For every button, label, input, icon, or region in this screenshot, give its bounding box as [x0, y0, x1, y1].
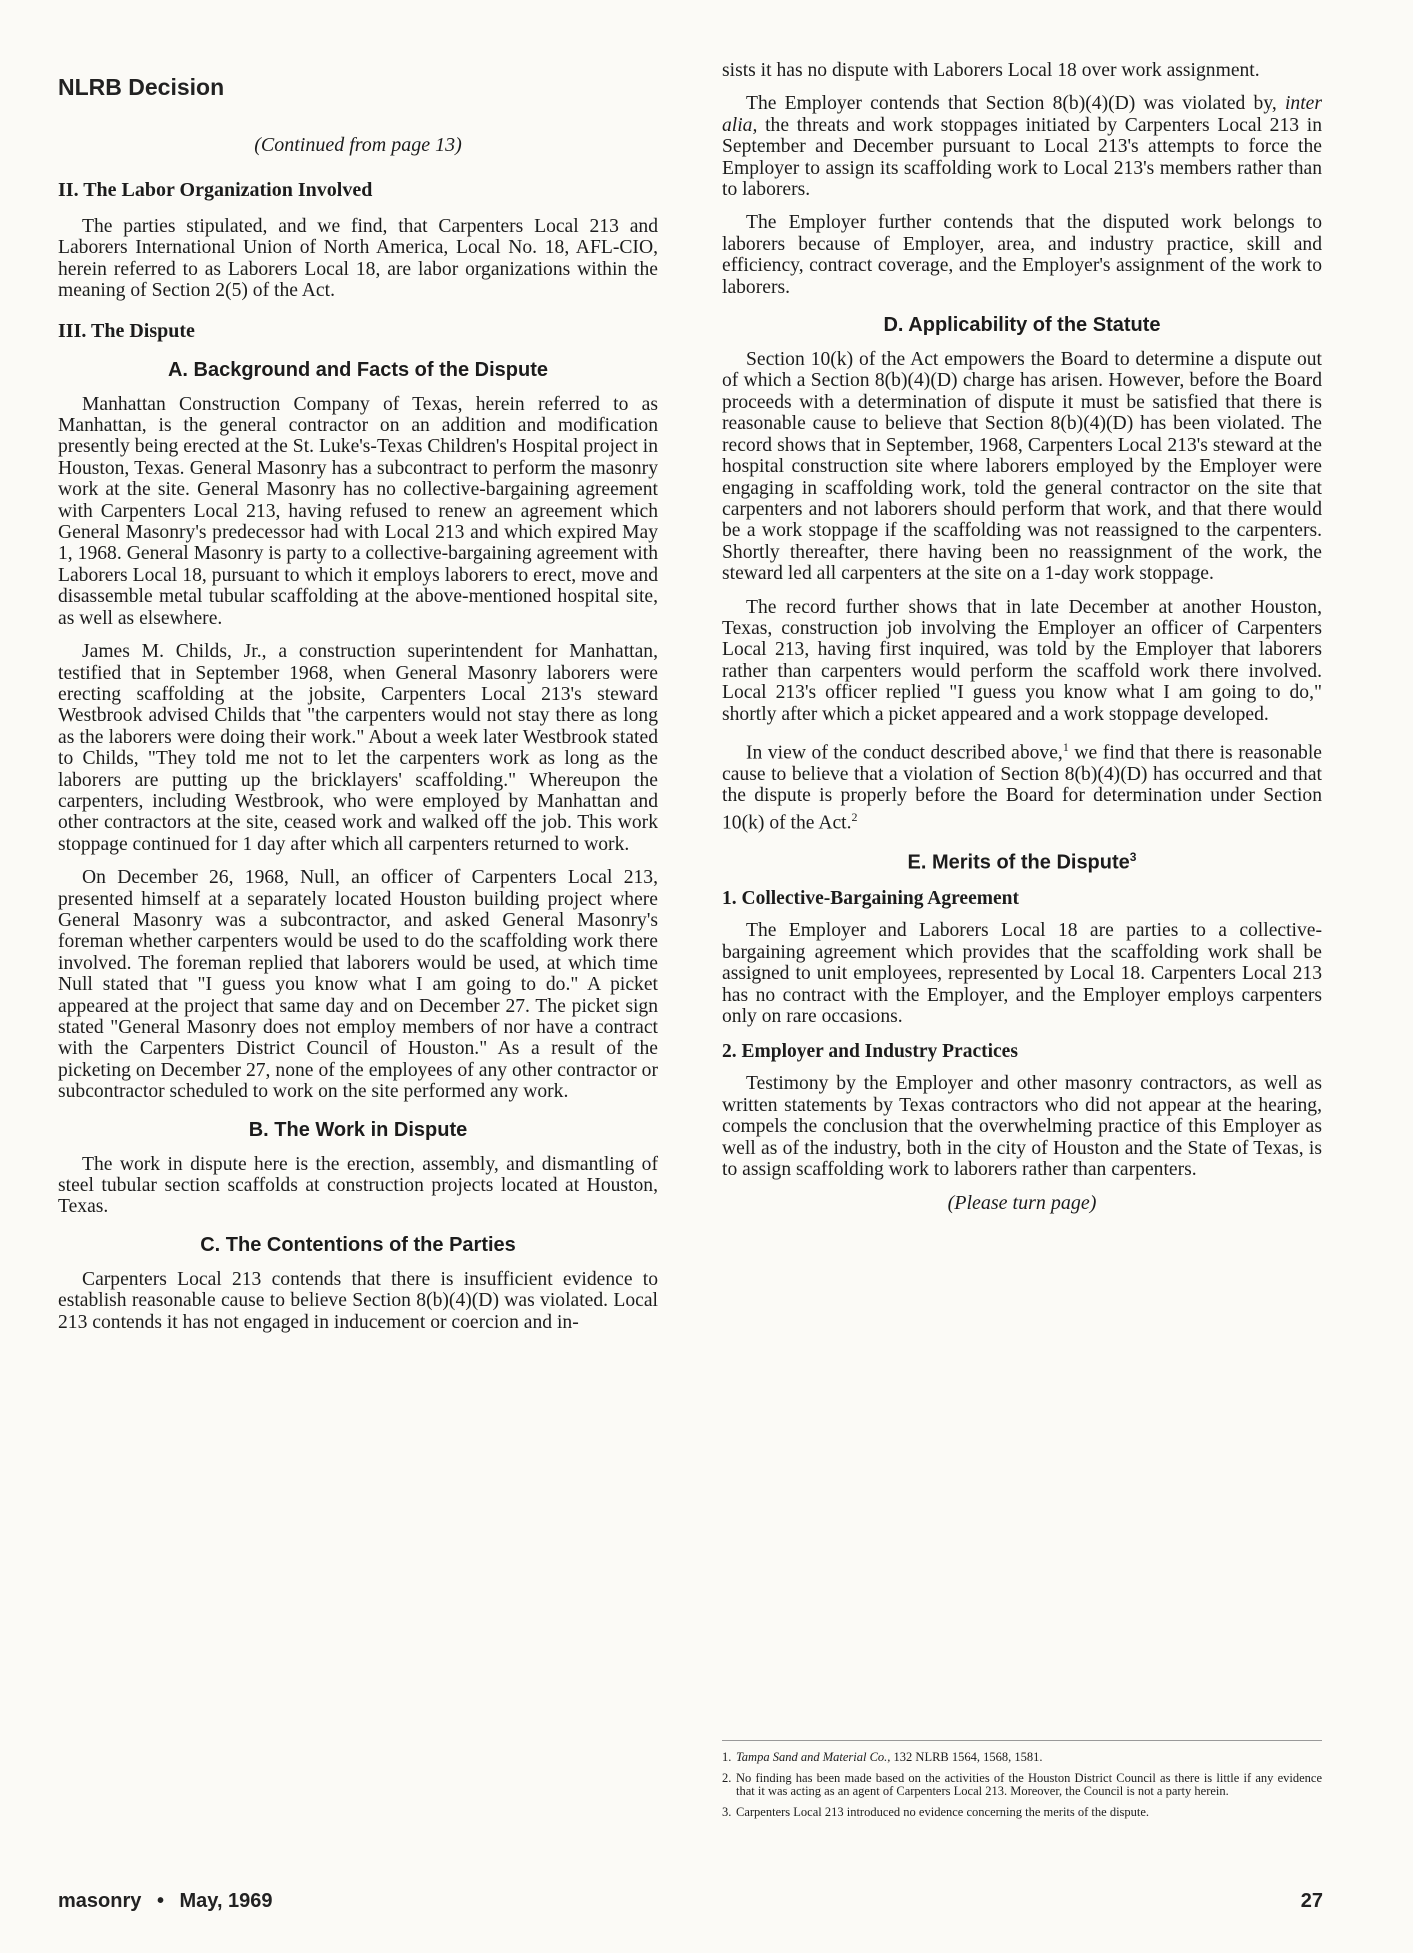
page-header: NLRB Decision — [58, 74, 225, 100]
footer-left — [58, 1890, 283, 1913]
subheading-1: 1. Collective-Bargaining Agreement — [722, 888, 1019, 910]
footnote-number: 1. — [722, 1750, 732, 1764]
paragraph-continuation: sists it has no dispute with Laborers Local 18 over work assignment. — [722, 60, 1260, 81]
subheading-2: 2. Employer and Industry Practices — [722, 1041, 1018, 1063]
subsection-c-title: C. The Contentions of the Parties — [200, 1233, 516, 1256]
paragraph: The parties stipulated, and we find, that Carpenters Local 213 and Laborers International Union of North America, Local No. 18, AFL-CIO, herein referred to as Laborers Local 18, are labor organizations within the meaning of Section 2(5) of the Act. — [58, 216, 658, 302]
paragraph: Testimony by the Employer and other masonry contractors, as well as written statements by Texas contractors who did not appear at the hearing, compels the conclusion that the overwhelming practice of this Employer as well as of the industry, both in the city of Houston and the State of Texas, is to assign scaffolding work to laborers rather than carpenters. — [722, 1073, 1322, 1180]
paragraph: Section 10(k) of the Act empowers the Board to determine a dispute out of which a Section 8(b)(4)(D) charge has arisen. However, before the Board proceeds with a determination of dispute it must be satisfied that there is reasonable cause to believe that Section 8(b)(4)(D) has been violated. The record shows that in September, 1968, Carpenters Local 213's steward at the hospital construction site where laborers employed by the Employer were engaging in scaffolding work, told the general contractor on the site that carpenters and not laborers should perform that work, and that there would be a work stoppage if the scaffolding was not reassigned to the carpenters. Shortly thereafter, there having been no reassignment of the work, the steward led all carpenters at the site on a 1-day work stoppage. — [722, 349, 1322, 585]
footnote-text: Carpenters Local 213 introduced no evidence concerning the merits of the dispute. — [736, 1805, 1150, 1819]
page-number: 27 — [1300, 1890, 1323, 1912]
paragraph — [722, 93, 1322, 200]
footnotes — [722, 1740, 1322, 1827]
bullet: • — [156, 1890, 164, 1912]
footnote-ref-2: 2 — [851, 809, 858, 824]
case-name: Tampa Sand and Material Co., — [736, 1750, 891, 1764]
emphasis: inter alia, — [722, 93, 1322, 136]
text: we find that there is reasonable cause to believe that a violation of Section 8(b)(4)(D) has occurred and that the dispute is properly before the Board for determination under Section 10(k) of the Act. — [722, 742, 1322, 834]
footnote — [722, 1751, 1322, 1764]
subsection-a-title: A. Background and Facts of the Dispute — [167, 358, 549, 381]
footnote-text: No finding has been made based on the activities of the Houston District Council as there is little if any evidence that it was acting as an agent of Carpenters Local 213. Moreover, the Council is not a party herein. — [736, 1771, 1322, 1798]
text: 132 NLRB 1564, 1568, 1581. — [890, 1750, 1043, 1764]
text: The Employer contends that Section 8(b)(4)(D) was violated by, — [746, 93, 1285, 115]
continued-note: (Continued from page 13) — [254, 134, 462, 156]
text: In view of the conduct described above, — [746, 742, 1063, 764]
footnote — [722, 1772, 1322, 1798]
footnote-ref-3: 3 — [1129, 849, 1137, 864]
paragraph: James M. Childs, Jr., a construction superintendent for Manhattan, testified that in September 1968, when General Masonry laborers were erecting scaffolding at the jobsite, Carpenters Local 213's steward Westbrook advised Childs that "the carpenters would not stay there as long as the laborers were doing their work." About a week later Westbrook stated to Childs, "They told me not to let the carpenters work as long as the laborers are putting up the bricklayers' scaffolding." Whereupon the carpenters, including Westbrook, who were employed by Manhattan and other contractors at the site, ceased work and walked off the job. This work stoppage continued for 1 day after which all carpenters returned to work. — [58, 641, 658, 855]
footnote-number: 2. — [722, 1771, 732, 1785]
text: the threats and work stoppages initiated by Carpenters Local 213 in September and December pursuant to Local 213's attempts to force the Employer to assign its scaffolding work to Local 213's members rather than to laborers. — [722, 114, 1322, 201]
subsection-b-title: B. The Work in Dispute — [248, 1118, 468, 1141]
footnote-text — [736, 1751, 1322, 1764]
paragraph: Carpenters Local 213 contends that there is insufficient evidence to establish reasonable cause to believe Section 8(b)(4)(D) was violated. Local 213 contends it has not engaged in inducement or coercion and in- — [58, 1268, 658, 1333]
page-footer — [58, 1890, 1323, 1913]
paragraph: The record further shows that in late December at another Houston, Texas, construction job involving the Employer an officer of Carpenters Local 213, having first inquired, was told by the Employer that laborers rather than carpenters would perform the scaffold work there involved. Local 213's officer replied "I guess you know what I am going to do," shortly after which a picket appeared and a work stoppage developed. — [722, 596, 1322, 725]
issue-date: May, 1969 — [179, 1890, 273, 1912]
footnote — [722, 1806, 1322, 1819]
paragraph: Manhattan Construction Company of Texas, herein referred to as Manhattan, is the general contractor on an addition and modification presently being erected at the St. Luke's-Texas Children's Hospital project in Houston, Texas. General Masonry has a subcontract to perform the masonry work at the site. General Masonry has no collective-bargaining agreement with Carpenters Local 213, having refused to renew an agreement which General Masonry's predecessor had with Local 213 and which expired May 1, 1968. General Masonry is party to a collective-bargaining agreement with Laborers Local 18, pursuant to which it employs laborers to erect, move and disassemble metal tubular scaffolding at the above-mentioned hospital site, as well as elsewhere. — [58, 393, 658, 629]
footnote-number: 3. — [722, 1805, 732, 1819]
left-column — [58, 122, 658, 1345]
paragraph: The work in dispute here is the erection, assembly, and dismantling of steel tubular section scaffolds at construction projects located at Houston, Texas. — [58, 1153, 658, 1218]
right-column — [722, 60, 1322, 1215]
paragraph: The Employer and Laborers Local 18 are parties to a collective-bargaining agreement which provides that the scaffolding work shall be assigned to unit employees, represented by Local 18. Carpenters Local 213 has no contract with the Employer, and the Employer employs carpenters only on rare occasions. — [722, 920, 1322, 1027]
section-2-title: II. The Labor Organization Involved — [58, 179, 373, 201]
subsection-d-title: D. Applicability of the Statute — [883, 314, 1161, 337]
footnote-ref-1: 1 — [1062, 739, 1069, 754]
paragraph — [722, 737, 1322, 834]
turn-page-note: (Please turn page) — [947, 1192, 1097, 1215]
paragraph: The Employer further contends that the disputed work belongs to laborers because of Employer, area, and industry practice, skill and efficiency, contract coverage, and the Employer's assignment of the work to laborers. — [722, 212, 1322, 298]
subsection-e-title — [722, 850, 1322, 875]
heading-text: E. Merits of the Dispute — [907, 851, 1130, 874]
section-3-title: III. The Dispute — [58, 319, 195, 342]
magazine-name: masonry — [58, 1890, 142, 1912]
paragraph: On December 26, 1968, Null, an officer of Carpenters Local 213, presented himself at a separately located Houston building project where General Masonry was a subcontractor, and asked General Masonry's foreman whether carpenters would be used to do the scaffolding work there involved. The foreman replied that laborers would be used, at which time Null stated that "I guess you know what I am going to do." A picket appeared at the project that same day and on December 27. The picket sign stated "General Masonry does not employ members of nor have a contract with the Carpenters District Council of Houston." As a result of the picketing on December 27, none of the employees of any other contractor or subcontractor scheduled to work on the site performed any work. — [58, 867, 658, 1103]
